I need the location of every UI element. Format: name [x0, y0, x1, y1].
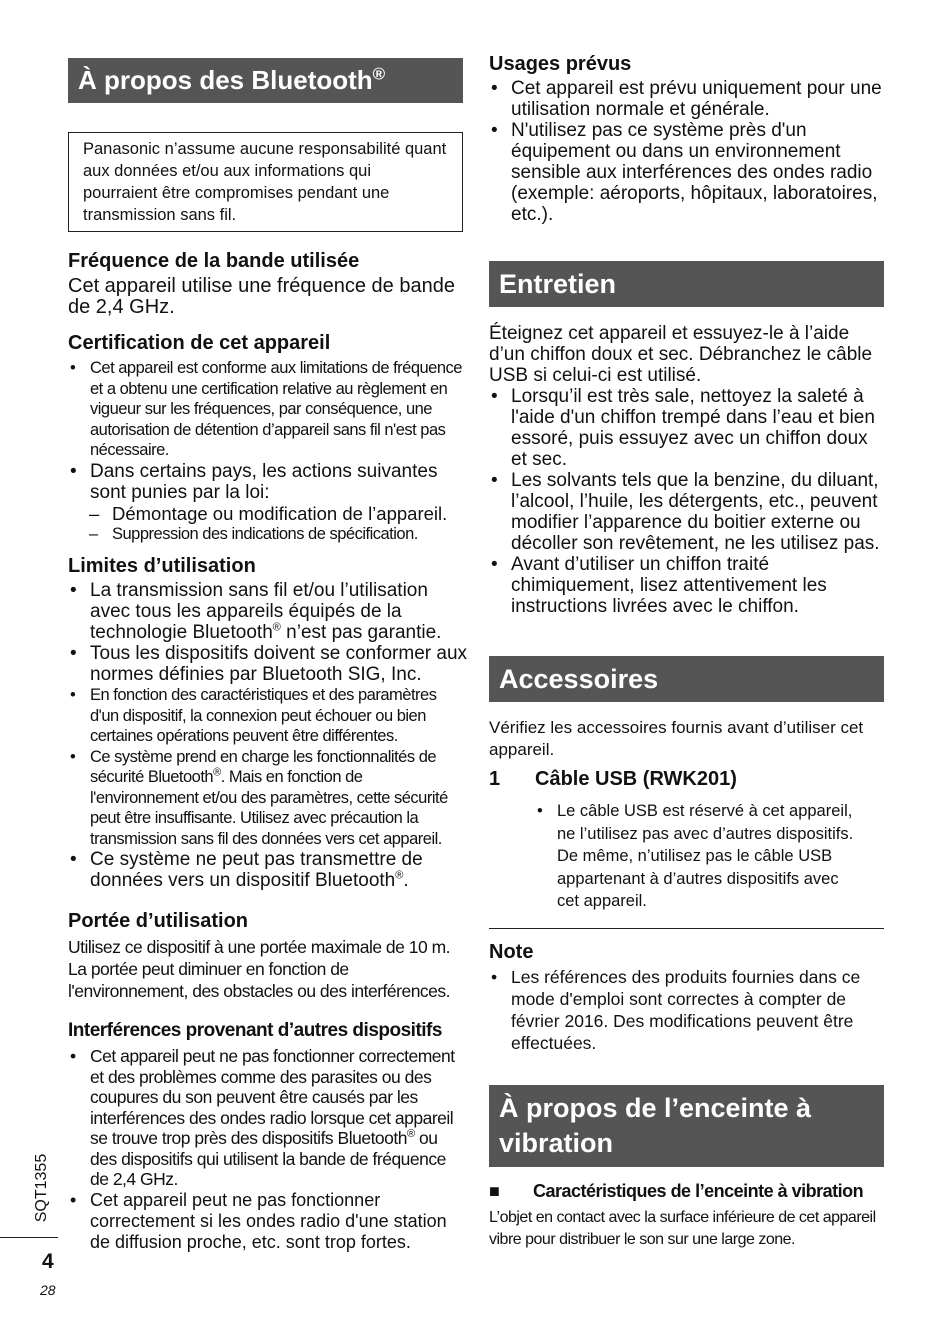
list-item: • Cet appareil est prévu uniquement pour une utilisation normale et générale. — [489, 78, 884, 120]
section-title-bluetooth: À propos des Bluetooth® — [68, 58, 463, 103]
section-title-entretien: Entretien — [489, 261, 884, 307]
disclaimer-box: Panasonic n’assume aucune responsabilité quant aux données et/ou aux informations qui pourraient être compromises pendant une transmission sans fil. — [68, 132, 463, 232]
list-item: • Ce système ne peut pas transmettre de données vers un dispositif Bluetooth®. — [68, 849, 468, 891]
acc-text: Vérifiez les accessoires fournis avant d’utiliser cet appareil. — [489, 718, 864, 759]
acc-note-list — [535, 800, 865, 913]
cert-heading: Certification de cet appareil — [68, 332, 331, 354]
section-title-accessoires: Accessoires — [489, 656, 884, 702]
limits-list — [68, 580, 468, 891]
range-text: Utilisez ce dispositif à une portée maximale de 10 m. La portée peut diminuer en fonction de l'environnement, des obstacles ou des interférences. — [68, 937, 451, 1001]
list-item: – Démontage ou modification de l’appareil. — [68, 503, 468, 524]
list-item: • Avant d’utiliser un chiffon traité chimiquement, lisez attentivement les instructions livrées avec le chiffon. — [489, 554, 884, 617]
list-item: • N'utilisez pas ce système près d'un équipement ou dans un environnement sensible aux interférences des ondes radio (exemple: aéroports, hôpitaux, laboratoires, etc.). — [489, 120, 884, 225]
list-item: – Suppression des indications de spécification. — [68, 524, 468, 545]
divider — [489, 928, 884, 929]
vib-subheading: ■ Caractéristiques de l’enceinte à vibration — [489, 1181, 864, 1201]
interference-heading: Interférences provenant d’autres dispositifs — [68, 1020, 442, 1041]
list-item: • Cet appareil est conforme aux limitations de fréquence et a obtenu une certification relative au règlement en vigueur sur les fréquences, par conséquence, une autorisation de détention d’appareil sans fil n'est pas nécessaire. — [68, 358, 468, 461]
footer-rule — [0, 1237, 58, 1238]
list-item: • Les solvants tels que la benzine, du diluant, l’alcool, l’huile, les détergents, etc., peuvent modifier l’apparence du boitier externe ou décoller son revêtement, ne les utilisez pas. — [489, 470, 884, 554]
list-item: • Le câble USB est réservé à cet appareil, ne l’utilisez pas avec d’autres dispositifs. De même, n’utilisez pas le câble USB appartenant à d’autres dispositifs avec cet appareil. — [535, 800, 865, 913]
maint-list — [489, 386, 884, 617]
limits-heading: Limites d’utilisation — [68, 555, 256, 577]
list-item: • Tous les dispositifs doivent se conformer aux normes définies par Bluetooth SIG, Inc. — [68, 643, 468, 685]
note-heading: Note — [489, 941, 534, 963]
usage-list — [489, 78, 884, 225]
square-bullet-icon: ■ — [489, 1181, 500, 1201]
sub-page-number: 28 — [40, 1282, 56, 1298]
freq-heading: Fréquence de la bande utilisée — [68, 250, 360, 272]
list-item: • Les références des produits fournies dans ce mode d'emploi sont correctes à compter de février 2016. Des modifications peuvent être effectuées. — [489, 966, 884, 1054]
list-item: • Lorsqu’il est très sale, nettoyez la saleté à l'aide d'un chiffon trempé dans l’eau et bien essoré, puis essuyez avec un chiffon doux et sec. — [489, 386, 884, 470]
doc-code: SQT1355 — [33, 1153, 50, 1223]
usage-heading: Usages prévus — [489, 53, 632, 75]
range-heading: Portée d’utilisation — [68, 910, 249, 932]
vib-text: L’objet en contact avec la surface inférieure de cet appareil vibre pour distribuer le son sur une large zone. — [489, 1209, 876, 1248]
list-item: • Ce système prend en charge les fonctionnalités de sécurité Bluetooth®. Mais en fonction de l'environnement et/ou des paramètres, cette sécurité peut être insuffisante. Utilisez avec précaution la transmission sans fil des données vers cet appareil. — [68, 747, 468, 850]
interference-list — [68, 1046, 466, 1253]
page-number: 4 — [42, 1250, 54, 1273]
list-item: • Cet appareil peut ne pas fonctionner correctement si les ondes radio d'une station de diffusion proche, etc. sont trop fortes. — [68, 1190, 466, 1253]
section-title-vibration: À propos de l’enceinte à vibration — [489, 1085, 884, 1167]
list-item: • Dans certains pays, les actions suivantes sont punies par la loi: — [68, 461, 468, 503]
list-item: • Cet appareil peut ne pas fonctionner correctement et des problèmes comme des parasites ou des coupures du son peuvent être causés par les interférences des ondes radio lorsque cet appareil se trouve trop près des dispositifs Bluetooth® ou des dispositifs qui utilisent la bande de fréquence de 2,4 GHz. — [68, 1046, 466, 1190]
freq-text: Cet appareil utilise une fréquence de bande de 2,4 GHz. — [68, 275, 455, 318]
list-item: • La transmission sans fil et/ou l’utilisation avec tous les appareils équipés de la technologie Bluetooth® n’est pas garantie. — [68, 580, 468, 643]
note-list — [489, 966, 884, 1054]
list-item: • En fonction des caractéristiques et des paramètres d'un dispositif, la connexion peut échouer ou bien certaines opérations peuvent être différentes. — [68, 685, 468, 747]
cert-list — [68, 358, 468, 544]
maint-text: Éteignez cet appareil et essuyez-le à l’aide d’un chiffon doux et sec. Débranchez le câble USB si celui-ci est utilisé. — [489, 323, 873, 386]
